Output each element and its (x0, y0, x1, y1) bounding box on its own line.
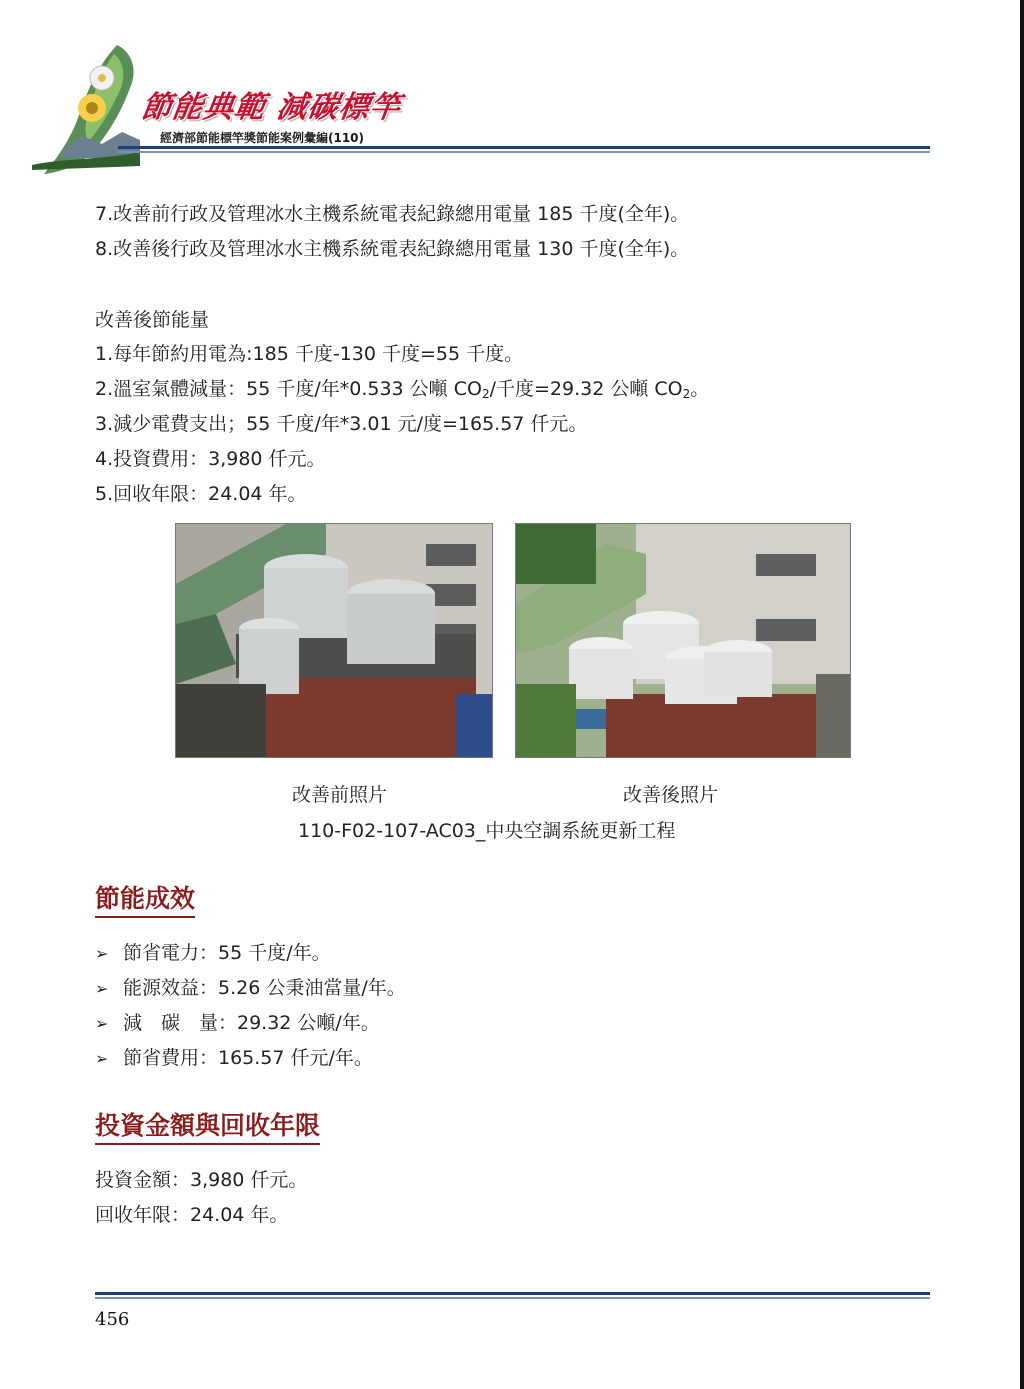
savings-line-2-c: 。 (690, 378, 710, 400)
arrow-bullet-icon: ➢ (95, 979, 109, 998)
savings-line-2-a: 2.溫室氣體減量：55 千度/年*0.533 公噸 CO (95, 378, 482, 400)
intro-line-8: 8.改善後行政及管理冰水主機系統電表紀錄總用電量 130 千度(全年)。 (95, 238, 690, 260)
project-caption: 110-F02-107-AC03_中央空調系統更新工程 (298, 820, 676, 842)
after-photo (515, 523, 851, 758)
after-photo-caption: 改善後照片 (623, 784, 719, 806)
before-photo-caption: 改善前照片 (292, 784, 388, 806)
effects-bullet-text: 節省電力：55 千度/年。 (123, 942, 331, 964)
page-edge (1020, 0, 1024, 1389)
arrow-bullet-icon: ➢ (95, 1014, 109, 1033)
before-photo (175, 523, 493, 758)
investment-amount: 投資金額：3,980 仟元。 (95, 1169, 308, 1191)
effects-bullet (95, 1011, 380, 1036)
intro-line-7: 7.改善前行政及管理冰水主機系統電表紀錄總用電量 185 千度(全年)。 (95, 203, 690, 225)
footer-rule-thin (95, 1297, 930, 1299)
effects-section-title: 節能成效 (95, 884, 195, 918)
savings-line-2-b: /千度=29.32 公噸 CO (489, 378, 683, 400)
header-rule-thin (118, 151, 930, 153)
co2-subscript: 2 (481, 387, 490, 401)
effects-bullet-text: 減 碳 量：29.32 公噸/年。 (123, 1012, 380, 1034)
effects-bullet (95, 1046, 373, 1071)
payback-period: 回收年限：24.04 年。 (95, 1204, 289, 1226)
arrow-bullet-icon: ➢ (95, 944, 109, 963)
savings-heading: 改善後節能量 (95, 309, 210, 331)
effects-bullet-text: 能源效益：5.26 公秉油當量/年。 (123, 977, 406, 999)
investment-section-title: 投資金額與回收年限 (95, 1111, 320, 1145)
savings-line-5: 5.回收年限：24.04 年。 (95, 483, 307, 505)
page-header (0, 0, 1024, 180)
page-number: 456 (95, 1309, 130, 1330)
co2-subscript: 2 (682, 387, 691, 401)
savings-line-3: 3.減少電費支出；55 千度/年*3.01 元/度=165.57 仟元。 (95, 413, 588, 435)
effects-bullet (95, 941, 331, 966)
brand-title: 節能典範 減碳標竿 (139, 90, 404, 125)
brand-subtitle: 經濟部節能標竿獎節能案例彙編(110) (160, 131, 365, 145)
effects-bullet (95, 976, 406, 1001)
arrow-bullet-icon: ➢ (95, 1049, 109, 1068)
header-rule (118, 146, 930, 149)
savings-line-1: 1.每年節約用電為:185 千度-130 千度=55 千度。 (95, 343, 524, 365)
savings-line-4: 4.投資費用：3,980 仟元。 (95, 448, 326, 470)
footer-rule (95, 1292, 930, 1295)
effects-bullet-text: 節省費用：165.57 仟元/年。 (123, 1047, 373, 1069)
savings-line-2 (95, 377, 709, 401)
